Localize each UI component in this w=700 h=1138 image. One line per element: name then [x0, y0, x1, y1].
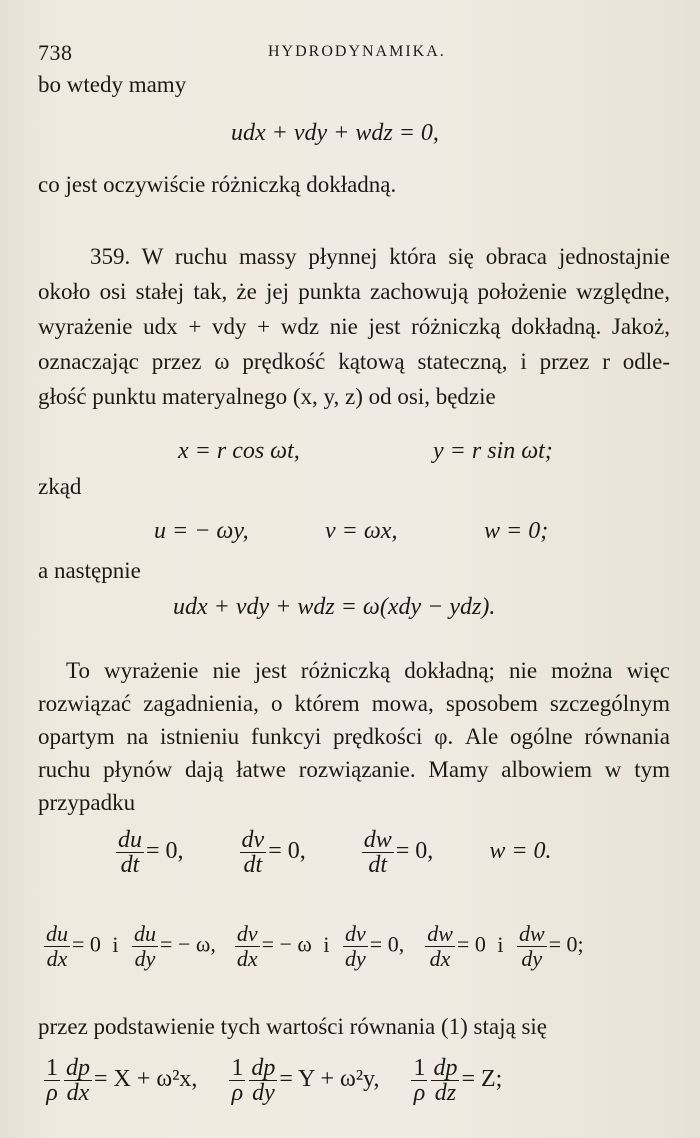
- paragraph-359-line: około osi stałej tak, że jej punkta zachowują położenie względne,: [38, 279, 670, 304]
- page-number: 738: [38, 40, 73, 65]
- fraction: $\frac{dp}{dy}$: [251, 1055, 276, 1106]
- fraction: $\frac{dw}{dt}$: [363, 827, 392, 878]
- text-line: przez podstawienie tych wartości równania (1) stają się: [38, 1014, 547, 1039]
- fraction: $\frac{du}{dt}$: [118, 827, 142, 878]
- paragraph-line: To wyrażenie nie jest różniczką dokładną; nie można więc: [66, 658, 670, 683]
- equation-pressure-gradients: $\frac{1}{\rho}$ $\frac{dp}{dx}$ = X + ω²x, $\frac{1}{\rho}$ $\frac{dp}{dy}$ = Y + ω²y, $\frac{1}{\rho}$ $\frac{dp}{dz}$ = Z;: [46, 1055, 503, 1106]
- fraction: $\frac{dv}{dx}$: [236, 921, 258, 971]
- fraction: $\frac{dv}{dt}$: [241, 827, 265, 878]
- fraction: $\frac{1}{\rho}$: [413, 1055, 426, 1106]
- paragraph-359-line: 359. W ruchu massy płynnej która się obraca jednostajnie: [90, 244, 670, 269]
- equation-u: u = − ωy,: [154, 518, 249, 544]
- fraction: $\frac{dw}{dx}$: [427, 921, 453, 971]
- running-head: HYDRODYNAMIKA.: [268, 43, 446, 60]
- equation-w: w = 0;: [484, 518, 549, 544]
- equation-w-zero: w = 0.: [489, 838, 552, 865]
- paragraph-line: ruchu płynów dają łatwe rozwiązanie. Mamy albowiem w tym: [38, 757, 670, 782]
- text-line: zkąd: [38, 474, 82, 499]
- fraction: $\frac{du}{dy}$: [134, 921, 157, 971]
- paragraph-line: opartym na istnieniu funkcyi prędkości φ. Ale ogólne równania: [38, 724, 670, 749]
- equation-total-differential: udx + vdy + wdz = ω(xdy − ydz).: [173, 594, 496, 620]
- fraction: $\frac{dp}{dx}$: [66, 1055, 90, 1106]
- paragraph-359-line: głość punktu materyalnego (x, y, z) od osi, będzie: [38, 384, 496, 409]
- text-line: co jest oczywiście różniczką dokładną.: [38, 172, 397, 197]
- equation-y-rotation: y = r sin ωt;: [433, 438, 553, 464]
- equation-time-derivatives: $\frac{du}{dt}$ = 0, $\frac{dv}{dt}$ = 0, $\frac{dw}{dt}$ = 0, w = 0.: [118, 827, 552, 878]
- page-header: [38, 40, 668, 64]
- fraction: $\frac{dw}{dy}$: [518, 921, 545, 971]
- equation-partial-derivatives: $\frac{du}{dx}$ = 0 i $\frac{du}{dy}$ = − ω, $\frac{dv}{dx}$ = − ω i $\frac{dv}{dy}$ = 0, $\frac{dw}{dx}$ = 0 i $\frac{dw}{dy}$ = 0;: [46, 921, 584, 971]
- fraction: $\frac{dp}{dz}$: [433, 1055, 458, 1106]
- fraction: $\frac{dv}{dy}$: [345, 921, 366, 971]
- fraction: $\frac{du}{dx}$: [46, 921, 68, 971]
- fraction: $\frac{1}{\rho}$: [46, 1055, 58, 1106]
- equation-exact-differential: udx + vdy + wdz = 0,: [231, 120, 439, 146]
- fraction: $\frac{1}{\rho}$: [231, 1055, 244, 1106]
- text-line: bo wtedy mamy: [38, 72, 187, 97]
- equation-v: v = ωx,: [325, 518, 398, 544]
- paragraph-line: przypadku: [38, 790, 136, 815]
- text-line: a następnie: [38, 558, 141, 583]
- equation-x-rotation: x = r cos ωt,: [178, 438, 300, 464]
- paragraph-359-line: wyrażenie udx + vdy + wdz nie jest różniczką dokładną. Jakoż,: [38, 314, 670, 339]
- paragraph-line: rozwiązać zagadnienia, o którem mowa, sposobem szczególnym: [38, 691, 670, 716]
- paragraph-359-line: oznaczając przez ω prędkość kątową stateczną, i przez r odle-: [38, 349, 670, 374]
